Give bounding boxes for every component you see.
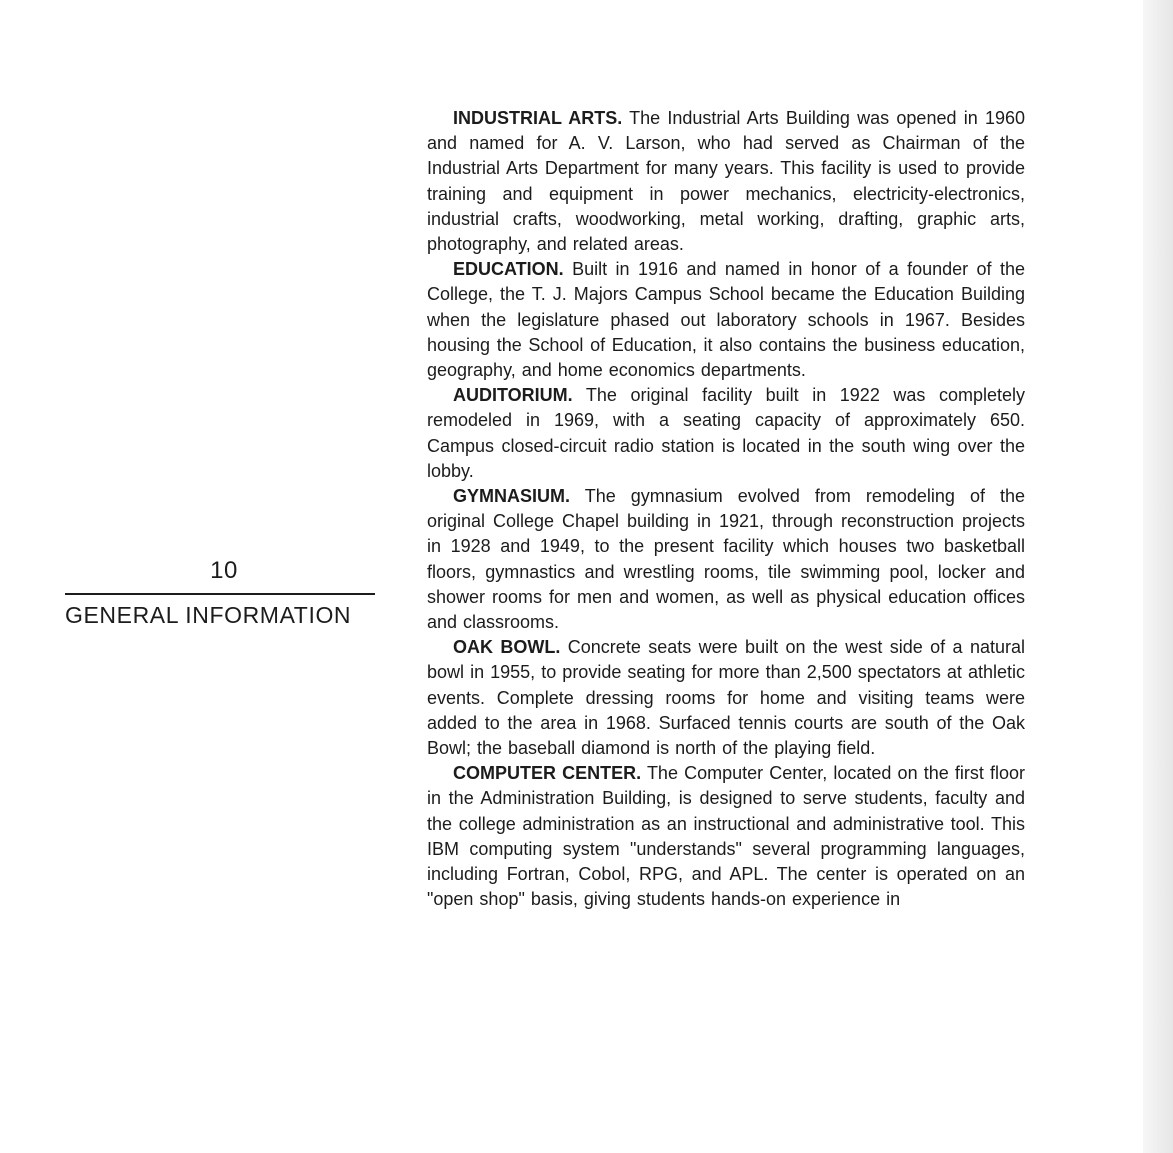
entry-education xyxy=(427,257,1025,383)
entry-text: The gymnasium evolved from remodeling of the original College Chapel building in 1921, through reconstruction projects in 1928 and 1949, to the present facility which houses two basketball floors, gymnastics and wrestling rooms, tile swimming pool, locker and shower rooms for men and women, as well as physical education offices and classrooms. xyxy=(427,486,1025,633)
page-edge xyxy=(1143,0,1173,1153)
body-text xyxy=(427,106,1025,913)
entry-text: The Computer Center, located on the first floor in the Administration Building, is designed to serve students, faculty and the college administration as an instructional and administrative tool. This IBM computing system "understands" several programming languages, including Fortran, Cobol, RPG, and APL. The center is operated on an "open shop" basis, giving students hands-on experience in xyxy=(427,763,1025,910)
sidebar xyxy=(65,556,375,630)
entry-text: The original facility built in 1922 was completely remodeled in 1969, with a seating capacity of approximately 650. Campus closed-circuit radio station is located in the south wing over the lobby. xyxy=(427,385,1025,481)
entry-heading: OAK BOWL. xyxy=(453,637,561,658)
entry-text: Built in 1916 and named in honor of a founder of the College, the T. J. Majors Campus School became the Education Building when the legislature phased out laboratory schools in 1967. Besides housing the School of Education, it also contains the business education, geography, and home economics departments. xyxy=(427,259,1025,381)
entry-auditorium xyxy=(427,383,1025,484)
entry-computer-center xyxy=(427,761,1025,912)
entry-text: The Industrial Arts Building was opened in 1960 and named for A. V. Larson, who had served as Chairman of the Industrial Arts Department for many years. This facility is used to provide training and equipment in power mechanics, electricity-electronics, industrial crafts, woodworking, metal working, drafting, graphic arts, photography, and related areas. xyxy=(427,108,1025,255)
entry-oak-bowl xyxy=(427,635,1025,761)
entry-heading: INDUSTRIAL ARTS. xyxy=(453,108,623,128)
entry-heading: COMPUTER CENTER. xyxy=(453,763,642,784)
entry-heading: EDUCATION. xyxy=(453,259,564,280)
entry-industrial-arts xyxy=(427,106,1025,257)
section-divider xyxy=(65,593,375,595)
section-title: GENERAL INFORMATION xyxy=(65,602,352,628)
entry-gymnasium xyxy=(427,484,1025,635)
entry-text: Concrete seats were built on the west side of a natural bowl in 1955, to provide seating for more than 2,500 spectators at athletic events. Complete dressing rooms for home and visiting teams were added to the area in 1968. Surfaced tennis courts are south of the Oak Bowl; the baseball diamond is north of the playing field. xyxy=(427,637,1025,759)
entry-heading: AUDITORIUM. xyxy=(453,385,573,406)
page-number: 10 xyxy=(210,557,238,584)
entry-heading: GYMNASIUM. xyxy=(453,486,570,507)
